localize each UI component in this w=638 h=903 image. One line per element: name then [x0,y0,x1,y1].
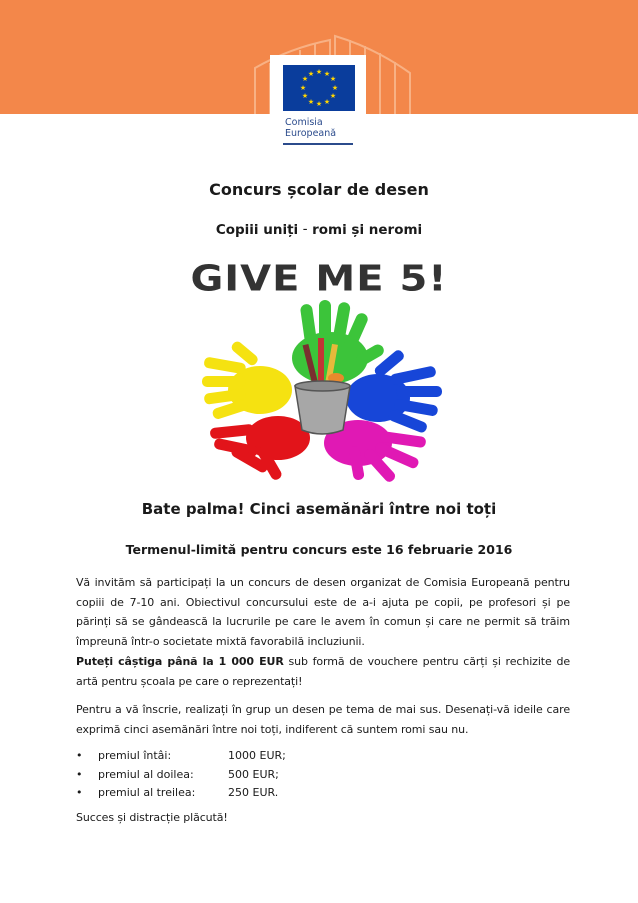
svg-text:★: ★ [307,98,315,106]
prize-paragraph [76,652,570,691]
svg-text:★: ★ [323,70,331,78]
svg-text:★: ★ [315,68,323,76]
svg-text:★: ★ [329,75,337,83]
slogan: Bate palma! Cinci asemănări între noi toți [141,500,497,518]
prize-amount: 1000 EUR; [228,749,286,762]
prize-name: premiul al doilea: [98,767,194,781]
subtitle-part-b: romi și neromi [312,222,423,238]
prize-highlight: Puteți câștiga până la 1 000 EUR [76,655,284,668]
main-title: Concurs școlar de desen [209,180,429,199]
logo-line-2: Europeană [285,128,337,139]
list-item [76,766,286,785]
green-hand-icon [292,300,386,384]
svg-text:★: ★ [329,92,337,100]
svg-text:★: ★ [301,92,309,100]
campaign-logo-text: GIVE ME 5! [190,258,448,300]
svg-text:★: ★ [315,100,323,108]
closing-line: Succes și distracție plăcută! [76,811,228,824]
prize-name: premiul întâi: [98,749,172,762]
svg-text:★: ★ [301,75,309,83]
deadline: Termenul-limită pentru concurs este 16 februarie 2016 [125,542,513,557]
bullet-icon: • [76,767,83,781]
logo-line-1: Comisia [285,117,323,128]
red-hand-icon [210,416,310,482]
list-item [76,784,286,803]
prize-amount: 250 EUR. [228,786,279,800]
list-item [76,747,286,766]
svg-text:★: ★ [307,70,315,78]
prize-amount: 500 EUR; [228,767,279,781]
subtitle-dash: – [302,225,308,235]
intro-paragraph: Vă invităm să participați la un concurs de desen organizat de Comisia Europeană pentru copiii de 7-10 ani. Obiectivul concursului este de a-i ajuta pe copii, pe profesori și pe părinți să se gândească la lucrurile pe care le avem în comun și care ne permit să trăim împreună într-o societate mixtă favorabilă incluziunii. [76,576,570,648]
svg-text:★: ★ [331,84,339,92]
prize-name: premiul al treilea: [98,786,196,800]
prize-list [76,747,286,803]
instructions-paragraph: Pentru a vă înscrie, realizați în grup un desen pe tema de mai sus. Desenați-vă ideile care exprimă cinci asemănări între noi toți, indiferent că suntem romi sau nu. [76,703,570,736]
prize-paragraph-rest: sub formă de vouchere pentru cărți și rechizite de artă pentru școala pe care o reprezentați! [76,655,570,688]
logo-underline [283,143,353,145]
subtitle [0,222,638,238]
logo-text [285,117,336,139]
bullet-icon: • [76,749,83,762]
eu-flag-icon [283,65,355,111]
bullet-icon: • [76,786,83,800]
subtitle-part-a: Copiii uniți [215,222,299,238]
yellow-hand-icon [202,340,292,421]
svg-text:★: ★ [299,84,307,92]
svg-text:★: ★ [323,98,331,106]
hands-artwork [200,298,445,483]
